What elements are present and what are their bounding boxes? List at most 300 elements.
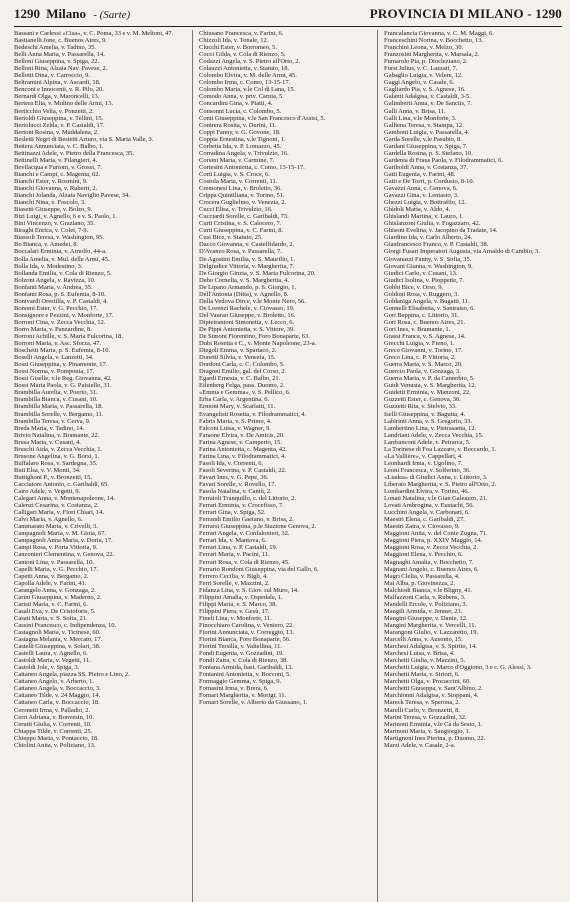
listing-entry: Fondi Zaira, v. Cola di Rienzo, 38. (199, 657, 289, 665)
listing-entry: Borro Maria, v. Panzardine, 8. (14, 325, 92, 333)
listing-entry: Contrera Rosita, v. Durini, 11. (199, 121, 277, 129)
listing-entry: Grecchi Luigia, v. Fieno, 1. (384, 340, 455, 348)
listing-entry: Dordoni Carla, c. C. Colombo, 5. (199, 361, 285, 369)
listing-entry: Brambilla Aurelia, v. Poerio, 31. (14, 389, 98, 397)
listing-entry: Furst Julius, v. C. Lazzati, 7. (384, 65, 458, 73)
listing-entry: Maggioni Anita, v. del Conte Zugna, 71. (384, 530, 488, 538)
listing-entry: Marchesi Luisa, v. Brisa, 4. (384, 650, 455, 658)
listing-entry: Cusi Bice, v. Statuto, 25. (199, 234, 263, 242)
listing-entry: Caristi Maria, v. C. Farini, 6. (14, 600, 89, 608)
listing-entry: Bertolucci Zelda, v. P. Castaldi, 17. (14, 121, 105, 129)
listing-entry: Cantoni Lina, v. Passarella, 10. (14, 558, 95, 566)
listing-entry: Fornari Margherita, v. Morigi, 11. (199, 692, 287, 700)
listing-entry: Ferrari Ida, v. Mantova, 6. (199, 537, 267, 545)
listing-entry: Giudici Carlo, v. Cusani, 13. (384, 269, 458, 277)
listing-entry: Giovanazzi Fanny, v. S. Sofia, 35. (384, 255, 472, 263)
listing-entry: Lambertino Lina, v. Pietrasanta, 12. (384, 424, 477, 432)
listing-entry: Galli Lina, v.le Monforte, 3. (384, 114, 457, 122)
listing-entry: Fabris Maria, v. S. Primo, 4. (199, 417, 272, 425)
listing-entry: Bolla Amelia, v. Mul. delle Armi, 45. (14, 255, 110, 263)
listing-entry: Ferrari Erminia, v. Crocefisso, 7. (199, 502, 284, 510)
listing-entry: Fidanza Lina, v. S. Giov. sul Muro, 14. (199, 586, 299, 594)
listing-entry: Brambilla Bianca, v. Cusani, 10. (14, 396, 98, 404)
listing-entry: Farina Lina, v. Filodrammatici, 4. (199, 452, 286, 460)
listing-entry: Bianchi e Campi, c. Magenta, 62. (14, 170, 101, 178)
listing-entry: Bianchi Giovanna, v. Ruberti, 2. (14, 185, 98, 193)
listing-entry: Carangelo Anna, v. Gonzaga, 2. (14, 586, 96, 594)
listing-entry: Corsini Maria, v. Carmine, 7. (199, 156, 275, 164)
listing-entry: Cammarato Maria, v. Crivelli, 3. (14, 523, 98, 531)
listing-entry: Borroni Cina, v. Zecca Vecchia, 12. (14, 318, 106, 326)
listing-entry: Formaggio Gemma, v. Spiga, 9. (199, 678, 282, 686)
listing-entry: Erba Carla, v. Argentina, 6. (199, 396, 270, 404)
listing-entry: Canzonieri Clementina, v. Genova, 22. (14, 551, 115, 559)
listing-entry: Dacco Giovanna, v. Castelfidardo, 2. (199, 241, 295, 249)
listing-entry: Gatti e De Torri, p. Cordusio, 8-10. (384, 177, 475, 185)
listing-entry: Guerra Maria, v. S. Marco, 20. (384, 361, 463, 369)
listing-entry: Boschetti Maria, p. S. Eufemia, 8-10. (14, 347, 111, 355)
listing-entry: Capelli Maria, v. G. Pecchio, 17. (14, 565, 99, 573)
listing-entry: Ferrari Maria, v. Pacini, 11. (199, 551, 270, 559)
listing-entry: Giudici Isolina, v. Pioppette, 7. (384, 276, 465, 284)
listing-entry: Ferraioli Tranquillo, c. del Littorio, 2. (199, 495, 297, 503)
listing-entry: Fasola Natalina, v. Cantù, 2. (199, 488, 272, 496)
listing-entry: Faraone Elvira, v. De Amicis, 20. (199, 431, 285, 439)
listing-entry: Costola Maria, v. Correnti, 11. (199, 177, 278, 185)
listing-entry: Marcelli Anna, v. Ausonio, 15. (384, 636, 463, 644)
listing-entry: Marangoni Giulio, v. Lazzaretto, 19. (384, 628, 479, 636)
listing-entry: Bianchi Jolanda, Alzaia Naviglio Pavese, 34. (14, 192, 130, 200)
listing-entry: Lombardini Elvira, v. Torino, 46. (384, 488, 470, 496)
listing-entry: Liberato Margherita, v. S. Pietro all'Orto, 2. (384, 481, 497, 488)
listing-entry: Gardenia di Fraus Paola, v. Filodrammatici, 6. (384, 156, 503, 164)
listing-entry: Bossi Norma, v. Pomponia, 17. (14, 368, 95, 376)
listing-entry: Landriani Adele, v. Zecca Vecchia, 15. (384, 431, 484, 439)
listing-entry: Cattaneo Angela, v. Boccaccio, 3. (14, 685, 101, 693)
listing-entry: Franceschini Norina, v. Bocchetto, 13. (384, 37, 484, 45)
listing-entry: Bruschi Aida, v. Zecca Vecchia, 1. (14, 445, 103, 453)
listing-entry: Della Vedova Dirce, v.le Monte Nero, 56. (199, 297, 306, 305)
listing-entry: Gavazzi Anna, c. Genova, 6. (384, 185, 458, 193)
header-right-title: PROVINCIA DI MILANO - 1290 (369, 6, 562, 21)
listing-entry: Marinoni Maria, v. Sangiorgio, 1. (384, 727, 471, 735)
listing-entry: De Lorenzi Rachele, v. Ciovasso, 19. (199, 304, 295, 312)
listing-entry: Del Vaurao Giuseppe, v. Broletto, 16. (199, 311, 296, 319)
listing-entry: Cattaneo Angelo, v. Arberto, 1. (14, 678, 95, 686)
listing-entry: Falconi Luisa, v. Wagner, 9. (199, 424, 271, 432)
listing-entry: Marchionni Adalgisa, v. Stoppani, 4. (384, 692, 479, 700)
listing-entry: Eilenberg Felga, pass. Duomo, 2. (199, 382, 285, 390)
listing-entry: Marchetti Giuseppa, v. Sant'Albino, 2. (384, 685, 483, 693)
listing-entry: Delgiudice Vittoria, v. Margherita, 7. (199, 262, 295, 270)
listing-entry: Castagna Melania, v. Mercato, 17. (14, 636, 103, 644)
listing-entry: Bizi Luigi, v. Agnello, 6 e v. S. Paolo, 1. (14, 213, 118, 221)
listing-entry: Cattaneo Tilde, v. 24 Maggio, 14. (14, 692, 101, 700)
listing-entry: Ferrario Rondoni Giuseppina, via del Gallo, 6. (199, 565, 319, 573)
listing-entry: Filippini Piera, v. Gesù, 17. (199, 607, 270, 615)
listing-entry: Besletti Negri di Bestetti Arturo, via S. Maria Valle, 3. (14, 135, 154, 143)
listing-entry: Fasoli Ida, v. Correnti, 6. (199, 459, 264, 467)
listing-entry: Magri Clelia, v. Passarella, 4. (384, 572, 460, 580)
listing-entry: Favari Ines, v. G. Pepe, 36. (199, 473, 269, 481)
listing-entry: Ghislandi Martina, v. Lauro, 1. (384, 213, 464, 221)
listing-entry: D'Avanzo Rosa, v. Passarella, 7. (199, 248, 282, 256)
listing-entry: Dragoni Emilio, gal. del Corso, 2. (199, 368, 287, 376)
listing-entry: Leonhardt Irma, v. Ugolino, 7. (384, 459, 463, 467)
page-number: 1290 (14, 6, 40, 21)
listing-entry: Ghidoli Maria, v. Aldo, 4. (384, 206, 451, 214)
listing-entry: Buffalaro Rosa, v. Sardegna, 35. (14, 459, 98, 467)
listing-entry: Belli Anna Maria, v. Passarella, 14. (14, 51, 105, 59)
listing-entry: Gonnelli Elisabetta, v. Santraiso, 6. (384, 304, 475, 312)
listing-entry: Biasetti Giuseppe, v. Bolzo, 9. (14, 206, 93, 214)
listing-entry: Coppia Ernestina, v.le Tignoni, 1. (199, 135, 286, 143)
listing-entry: Gori Ines, v. Bramante, 1. (384, 325, 451, 333)
listing-entry: Campagnoli Maria, v. M. Gioia, 67. (14, 530, 107, 538)
listing-entry: Bertoldi Giuseppina, v. Tellini, 15. (14, 114, 104, 122)
listing-entry: Dell'Antonia (Ditta), v. Agnello, 8. (199, 290, 289, 298)
section-label: - (Sarte) (93, 9, 131, 21)
listing-entry: Campi Rosa, v. Porta Vittoria, 9. (14, 544, 98, 552)
listing-entry: Belloni Rina, Alzaia Nav. Pavese, 2. (14, 65, 108, 73)
listing-entry: Gagliardo Pia, v. S. Agnese, 16. (384, 86, 466, 94)
listing-entry: Galliena Teresa, v. Stampa, 12. (384, 121, 464, 129)
listing-entry: Bellotti Dina, v. Carroccio, 9. (14, 72, 91, 80)
listing-entry: Colauzzi Antonietta, v. Statuto, 18. (199, 65, 290, 73)
listing-entry: Cattaneo Carla, v. Boccaccio, 18. (14, 699, 100, 707)
listing-entry: Corradina Angela, v. Trivulzio, 16. (199, 149, 289, 157)
listing-entry: Giovani Gianna, v. Washington, 9. (384, 262, 473, 270)
listing-entry: Gori Beppina, c. Littorio, 31. (384, 311, 460, 319)
listing-entry: Cacciatore Antonio, c. Garibaldi, 65. (14, 481, 109, 488)
listing-entry: Marelli Carlo, v. Bronzetti, 8. (384, 706, 461, 714)
listing-entry: Gatti Eugenia, v. Farini, 48. (384, 170, 456, 178)
listing-entry: Bolzoni Angela, v. Ravizza, 10. (14, 276, 96, 284)
listing-entry: Colombo Elvira, v. M. delle Armi, 45. (199, 72, 297, 80)
listing-entry: Bevilacqua e Furioni, v. Grossi, 7. (14, 163, 102, 171)
listing-entry: Biraghi Enrica, v. Colei, 7-9. (14, 227, 89, 235)
listing-entry: Leoni Francesca, v. Solferino, 36. (384, 466, 471, 474)
listing-entry: «La Vallière», v. Cappellari, 4. (384, 452, 463, 460)
listing-entry: Fiorini Annunciata, v. Correggio, 13. (199, 628, 295, 636)
listing-entry: Consonni Lucia, c. Colombo, 5. (199, 107, 282, 115)
listing-entry: Farina Agnese, v. Camperio, 15. (199, 438, 282, 446)
listing-entry: Bernardi Olga, v. Maroncelli, 13. (14, 93, 100, 101)
listing-entry: Marinoni Erminia, v.le Cà da Sesto, 1. (384, 720, 483, 728)
listing-entry: Castagnoli Maria, v. Ticinese, 60. (14, 628, 101, 636)
listing-entry: Magnani Angelo, c. Buenos Aires, 6. (384, 565, 479, 573)
listing-entry: «Emma e Gemma», v. S. Pellico, 6. (199, 389, 291, 397)
listing-entry: Colombo Irma, c. Como, 13-15-17. (199, 79, 291, 87)
listing-entry: Colombo Maria, v.le Col di Lana, 15. (199, 86, 296, 94)
listing-entry: Maggioni Piera, p. XXIV Maggio, 14. (384, 537, 483, 545)
listing-entry: Cucciardi Sorelle, c. Garibaldi, 73. (199, 213, 289, 221)
listing-entry: Maestri Zaira, v. Ciovasso, 9. (384, 523, 460, 531)
listing-entry: Borroni Maria, v. Asc. Sforza, 47. (14, 340, 102, 348)
listing-entry: Fasoli Severina, v. P. Castaldi, 22. (199, 466, 287, 474)
listing-entry: Bonivardi Orestilla, v. P. Castaldi, 4. (14, 297, 108, 305)
listing-entry: Fornari Sorelle, v. Alberto da Giussano, 1. (199, 699, 308, 707)
listing-entry: Codazzi Angela, v. S. Pietro all'Orto, 2. (199, 58, 301, 66)
listing-entry: Brusa Maria, v. Cusani, 4. (14, 438, 82, 446)
listing-entry: Brivio Natalina, v. Bramante, 22. (14, 431, 100, 439)
listing-entry: Bettera Annunciata, v. C. Balbo, 1. (14, 142, 104, 150)
listing-entry: Franzosini Margherita, v. Marsala, 2. (384, 51, 480, 59)
listing-entry: Corti Luigia, v. S. Croce, 6. (199, 170, 270, 178)
listing-entry: Magnaghi Amalia, v. Bocchetto, 7. (384, 558, 474, 566)
listing-entry: De Lipano Armando, p. S. Giorgio, 1. (199, 283, 297, 291)
listing-entry: Francalancia Giovanna, v. C. M. Maggi, 6. (384, 30, 494, 37)
listing-entry: De Agostini Emilia, v. S. Maurilio, 1. (199, 255, 296, 263)
listing-entry: Mangini Margherita, v. Vercelli, 11. (384, 621, 477, 629)
listing-entry: Guerra Maria, v. P. da Cannobio, 5. (384, 375, 475, 383)
listing-entry: Crippa Quintiliana, v. Torino, 51. (199, 192, 285, 200)
listing-entry: «Liadea» di Giudici Anna, c. Littorio, 3. (384, 473, 488, 481)
listing-entry: Goldaniga Angela, v. Bugatti, 11. (384, 297, 470, 305)
listing-column-2 (199, 30, 378, 902)
listing-entry: Fumarolo Pia, p. Diocleziano, 2. (384, 58, 468, 66)
page-header (14, 6, 562, 27)
listing-entry: Guzzetti Ester, c. Genova, 30. (384, 396, 461, 404)
listing-entry: Goldoni Rosa, v. Ruggero, 3. (384, 290, 459, 298)
listing-entry: Ceronetti Irma, v. Palladio, 2. (14, 706, 91, 714)
listing-entry: Ferrero Cecilia, v. Bigli, 4. (199, 572, 268, 580)
listing-entry: Bini Vincenzo, v. Graziano, 35. (14, 220, 95, 228)
listing-entry: La Torinese di Foa Lazzaro, v. Boccardo, 1. (384, 445, 497, 453)
listing-entry: Greco Giovanni, v. Torino, 17. (384, 347, 463, 355)
listing-entry: Gianfrancesco Franco, v. P. Castaldi, 38. (384, 241, 489, 249)
listing-entry: Mandelli Ercole, v. Poliziano, 3. (384, 600, 468, 608)
listing-entry: Ermoni Mary, v. Scarlatti, 11. (199, 403, 276, 411)
listing-entry: Fontanini Antonietta, v. Bocconi, 5. (199, 671, 291, 679)
listing-entry: De Giorgio Ginzia, v. S. Maria Fulcorina, 20. (199, 269, 316, 277)
listing-entry: Curti Giuseppina, v. C. Farini, 8. (199, 227, 284, 235)
listing-entry: Gaggi Angelo, v. Casale, 6. (384, 79, 455, 87)
listing-entry: Brambilla Sorelle, v. Bergamo, 11. (14, 410, 104, 418)
listing-entry: Ferrari Rosa, v. Cola di Rienzo, 45. (199, 558, 290, 566)
listing-entry: Fiorini Tersilla, v. Valtellina, 11. (199, 643, 283, 651)
listing-entry: Bianchi Nina, v. Foscolo, 3. (14, 199, 86, 207)
listing-entry: Malfazzoni Carla, v. Rubens, 3. (384, 593, 466, 601)
listing-entry: Franchini Leona, v. Melzo, 30. (384, 44, 464, 52)
listing-entry: Gamboni Luigia, v. Passarella, 4. (384, 128, 470, 136)
listing-entry: Bossi Giuseppina, v. Pinamonte, 17. (14, 361, 108, 369)
listing-entry: Chiolini Anita, v. Poliziano, 13. (14, 741, 96, 749)
listing-entry: Gariboldi Anna, v. Costanza, 37. (384, 163, 468, 171)
listing-entry: Favari Sorelle, v. Rovello, 17. (199, 481, 277, 488)
listing-entry: Evangelisti Rosetta, v. Filodrammatici, 4. (199, 410, 307, 418)
listing-entry: Galli Anna, v. Brisa, 11. (384, 107, 446, 115)
listing-entry: Castelli Giuseppina, v. Solari, 38. (14, 643, 101, 651)
listing-entry: Breda Maria, v. Tadino, 14. (14, 424, 85, 432)
listing-entry: Boselli Angela, v. Lanzetti, 34. (14, 354, 94, 362)
listing-entry: Labirinti Anna, v. S. Gregorio, 33. (384, 417, 473, 425)
listing-entry: Diegoli Emma, v. Spartaco, 2. (199, 347, 277, 355)
listing-entry: Bonomi Ester, v. G. Pecchio, 17. (14, 304, 98, 312)
listing-entry: Bollanda Emilia, v. Cola di Rienzo, 5. (14, 269, 112, 277)
listing-entry: Maestri Elena, c. Garibaldi, 27. (384, 516, 465, 524)
listing-entry: Ghezzi Luigia, v. Bottrafilo, 12. (384, 199, 467, 207)
listing-entry: Mangili Armida, v. Jenner, 23. (384, 607, 463, 615)
listing-entry: Castoldi Jole, v. Spiga, 3. (14, 664, 80, 672)
listing-entry: Buttighoni P., v. Bronzetti, 15. (14, 473, 93, 481)
listing-entry: Cattaneo Angela, piazza SS. Pietro e Lino, 2. (14, 671, 130, 679)
listing-entry: Mareck Teresa, v. Sperona, 2. (384, 699, 461, 707)
listing-entry: Ferrari Angela, v. Confalonieri, 32. (199, 530, 290, 538)
listing-entry: Bertoni Rosina, v. Maddalena, 2. (14, 128, 99, 136)
listing-entry: Biassoli Teresa, v. Washington, 95. (14, 234, 104, 242)
listing-entry: Benconi e Innocenti, v. R. Pilo, 20. (14, 86, 104, 94)
listing-entry: Calvi Maria, v. Agnello, 6. (14, 516, 83, 524)
listing-entry: Egardi Ernesta, v. C. Balbo, 21. (199, 375, 281, 383)
listing-entry: Ferri Sorelle, v. Mazzini, 2. (199, 579, 270, 587)
listing-entry: Calegari Anna, v. Montenapoleone, 14. (14, 495, 115, 503)
listing-entry: Cerri Adriana, v. Bonvesin, 10. (14, 713, 95, 721)
listing-entry: Cortesini Antonietta, c. Como, 13-15-17. (199, 163, 305, 171)
city-name: Milano (46, 6, 86, 21)
listing-entry: Beltramini Alpina, v. Ascardi, 18. (14, 79, 101, 87)
listing-entry: Castoldi Maria, v. Vegetti, 11. (14, 657, 91, 665)
listing-entry: Crocera Guglielmo, v. Venezia, 2. (199, 199, 287, 207)
listing-entry: Chiappa Tilde, v. Correnti, 25. (14, 727, 93, 735)
listing-entry: Conti Giuseppina, v.le San Francesco d'Assisi, 5. (199, 114, 326, 122)
listing-entry: Fondi Eugenia, v. Gozzadini, 19. (199, 650, 284, 658)
listing-entry: Casati Maria, v. S. Sofia, 21. (14, 614, 88, 622)
listing-entry: Ferrandi Emilio Gaetano, v. Brisa, 2. (199, 516, 294, 524)
listing-entry: Capetti Anna, v. Bergamo, 2. (14, 572, 89, 580)
listing-entry: Bianchi Ester, v. Rosmini, 9. (14, 177, 88, 185)
listing-entry: Fiorini Bianca, Foro Bonaparte, 56. (199, 636, 291, 644)
listing-entry: Gardella Rosina, p. S. Stefano, 10. (384, 149, 473, 157)
listing-entry: Mai Alba, p. Giovinezza, 2. (384, 579, 456, 587)
listing-entry: Lucchini Angela, v. Carbonari, 6. (384, 509, 470, 517)
listing-entry: Lanfranconi Adele, v. Petrarca, 5. (384, 438, 471, 446)
listing-entry: Borroni Achille, v. S. Maria Fulcorina, 18. (14, 333, 124, 341)
listing-entry: Marini Teresa, v. Gozzadini, 32. (384, 713, 467, 721)
header-left (14, 6, 370, 22)
listing-entry: Gavazzi Gina, v. Lentasio, 3. (384, 192, 459, 200)
listing-entry: Cerutti Giulia, v. Correnti, 10. (14, 720, 92, 728)
listing-entry: Gori Rosa, c. Buenos Aires, 21. (384, 318, 466, 326)
listing-entry: Ferrarsi Giuseppina, p.le Stazione Genova, 2. (199, 523, 317, 531)
listing-entry: Deho Cornelia, v. S. Margherita, 4. (199, 276, 290, 284)
listing-entry: Finocchiaro Carolina, v. Veniero, 22. (199, 621, 295, 629)
listing-entry: Marzi Adele, v. Casale, 2-a. (384, 741, 456, 749)
listing-columns (14, 30, 562, 902)
listing-entry: Bastianelli Jone, c. Buenos Aires, 9. (14, 37, 107, 45)
listing-entry: Guzzetti Rita, v. Stelvio, 33. (384, 403, 457, 411)
listing-entry: Guercio Paola, v. Gonzaga, 3. (384, 368, 461, 376)
listing-entry: Cocci Gilda, v. Cola di Rienzo, 5. (199, 51, 286, 59)
listing-entry: Calenzi Cesarina, v. Costanza, 2. (14, 502, 99, 510)
listing-column-3 (384, 30, 562, 902)
listing-entry: Farina Antonietta, c. Magenta, 42. (199, 445, 288, 453)
listing-entry: Corbetta Ida, v. P. Lomazzo, 45. (199, 142, 282, 150)
listing-entry: Maggioni Rosa, v. Zecca Vecchia, 2. (384, 544, 478, 552)
listing-entry: Brambilla Teresa, v. Cerva, 9. (14, 417, 91, 425)
listing-entry: Buti Elsa, v. V. Monti, 34. (14, 466, 81, 474)
listing-entry: Campagnoli Anna Maria, v. Doria, 17. (14, 537, 113, 545)
listing-entry: Marchetti Luigia, v. Marco d'Oggiono, 3 e c. G. Alessi, 3. (384, 664, 532, 672)
listing-entry: Marchetti Olga, v. Procaccini, 60. (384, 678, 471, 686)
listing-entry: Galimberti Anna, v. De Sanctis, 7. (384, 100, 472, 108)
listing-entry: Bolla Ida, v. Modestino, 3. (14, 262, 83, 270)
listing-entry: Ghisoni Evelina, v. Jacopino da Tradate, 14. (384, 227, 498, 235)
listing-entry: Mangini Giuseppe, v. Dante, 12. (384, 614, 468, 622)
listing-entry: Clucchi Ester, v. Borromeo, 5. (199, 44, 277, 52)
listing-entry: Grassi Franca, v. S. Agnese, 14. (384, 333, 466, 341)
listing-entry: Donetti Silvia, v. Venezia, 15. (199, 354, 276, 362)
listing-entry: Gabaglio Luigia, v. Velere, 12. (384, 72, 463, 80)
listing-entry: Castelli Laura, v. Agnello, 6. (14, 650, 88, 658)
listing-entry: Coppi Fanny, v. G. Govone, 18. (199, 128, 281, 136)
listing-entry: De Pippi Antonietta, v. S. Vittore, 39. (199, 325, 295, 333)
listing-entry: Boccalari Erminia, v. Arnolfo, 44-a. (14, 248, 107, 256)
listing-entry: Bedeschi Amelia, v. Tadino, 35. (14, 44, 96, 52)
listing-entry: Bossi Maria Paola, v. G. Paisiello, 31. (14, 382, 112, 390)
listing-entry: Marchetti Maria, v. Siriori, 6. (384, 671, 460, 679)
listing-entry: Cairo Adele, v. Vegetti, 9. (14, 488, 81, 496)
listing-entry: Chiusano Francesca, v. Farini, 6. (199, 30, 284, 37)
listing-entry: Brambilla Maria, v. Passarella, 18. (14, 403, 104, 411)
listing-entry: Lovati Ambrogina, v. Eustachi, 56. (384, 502, 475, 510)
listing-column-1 (14, 30, 193, 902)
listing-entry: Concardini Gina, v. Piatti, 4. (199, 100, 273, 108)
listing-entry: Bassani e Carlessi «Cisa», v. C. Poma, 33 e v. M. Meltoni, 47. (14, 30, 174, 37)
listing-entry: Bettinelli Maria, v. Filangieri, 4. (14, 156, 98, 164)
listing-entry: Galanti Adalgisa, v. Castaldi, 3-5. (384, 93, 471, 101)
listing-entry: Greco Lina, c. P. Vittoria, 2. (384, 354, 456, 362)
listing-entry: Cassini Francesco, c. Indipendenza, 10. (14, 621, 117, 629)
listing-entry: Ferrari Lina, v. P. Castaldi, 19. (199, 544, 278, 552)
listing-entry: Fornasini Irma, v. Brera, 6. (199, 685, 269, 693)
listing-entry: Bettinazzi Adele, v. Pietro della Francesca, 35. (14, 149, 135, 157)
listing-entry: Cucci Elisa, v. Trivulzio, 16. (199, 206, 273, 214)
listing-entry: Curti Cristina, v. S. Calocero, 7. (199, 220, 282, 228)
listing-entry: Guidi Venusta, v. S. Margherita, 12. (384, 382, 477, 390)
listing-entry: Giorgi Fusari Imperatori Augusta, via Arnaldo di Cambio, 3. (384, 248, 540, 256)
listing-entry: Fineli Lina, v. Monforte, 11. (199, 614, 272, 622)
listing-entry: Chieppo Maria, v. Pontaccio, 18. (14, 734, 99, 742)
listing-entry: Fontana Armida, bast. Garibaldi, 13. (199, 664, 294, 672)
listing-entry: Gardani Giuseppina, v. Spiga, 7. (384, 142, 468, 150)
listing-entry: Guidetti Erminia, v. Manzoni, 22. (384, 389, 471, 397)
listing-entry: Martignoni Ines Pierina, p. Duomo, 22. (384, 734, 486, 742)
listing-entry: Bossi Giselle, v.le Reg. Giovanna, 42. (14, 375, 112, 383)
listing-entry: Marchetti Giulia, v. Mazzini, 5. (384, 657, 466, 665)
listing-entry: Ghislanzoni Giulia, v. Fogazzaro, 42. (384, 220, 481, 228)
listing-entry: Filippi Maria, v. S. Marco, 38. (199, 600, 278, 608)
listing-entry: Giardino Ida, v. Carlo Alberto, 24. (384, 234, 473, 242)
listing-entry: De Simoni Fiorentino, Foro Bonaparte, 63. (199, 333, 310, 341)
listing-entry: Comodo Anna, v. priv. Carnia, 5. (199, 93, 284, 101)
listing-entry: Cremonesi Lina, v. Broletto, 36. (199, 185, 282, 193)
listing-entry: Capolla Adele, v. Farini, 41. (14, 579, 87, 587)
listing-entry: Malchiodi Bianca, v.le Bligny, 41. (384, 586, 473, 594)
listing-entry: Bonsignore e Pezzini, v. Monforte, 17. (14, 311, 114, 319)
listing-entry: Marchesi Adalgisa, v. S. Spirito, 14. (384, 643, 477, 651)
listing-entry: Lonati Natalina, v.le Gian Galeazzo, 21. (384, 495, 488, 503)
listing-entry: Berticchio Velia, v. Ponzetti, 2. (14, 107, 94, 115)
listing-entry: Chizzoli Ida, v. Tonale, 12. (199, 37, 269, 45)
listing-entry: Bonfanti Maria, v. Andrea, 35. (14, 283, 93, 291)
listing-entry: Brusone Angelina, v. G. Borsi, 1. (14, 452, 100, 460)
listing-entry: Calligari Maria, v. Fiori Chiari, 14. (14, 509, 105, 517)
listing-entry: Iselli Giuseppina, v. Bagutta, 4. (384, 410, 466, 418)
listing-entry: Filippini Amalia, v. Ospedale, 1. (199, 593, 283, 601)
listing-entry: Casali Eva, v. De Cristoforis, 5. (14, 607, 96, 615)
listing-entry: Dipietrantoni Simonetta, v. Lecco, 6. (199, 318, 295, 326)
